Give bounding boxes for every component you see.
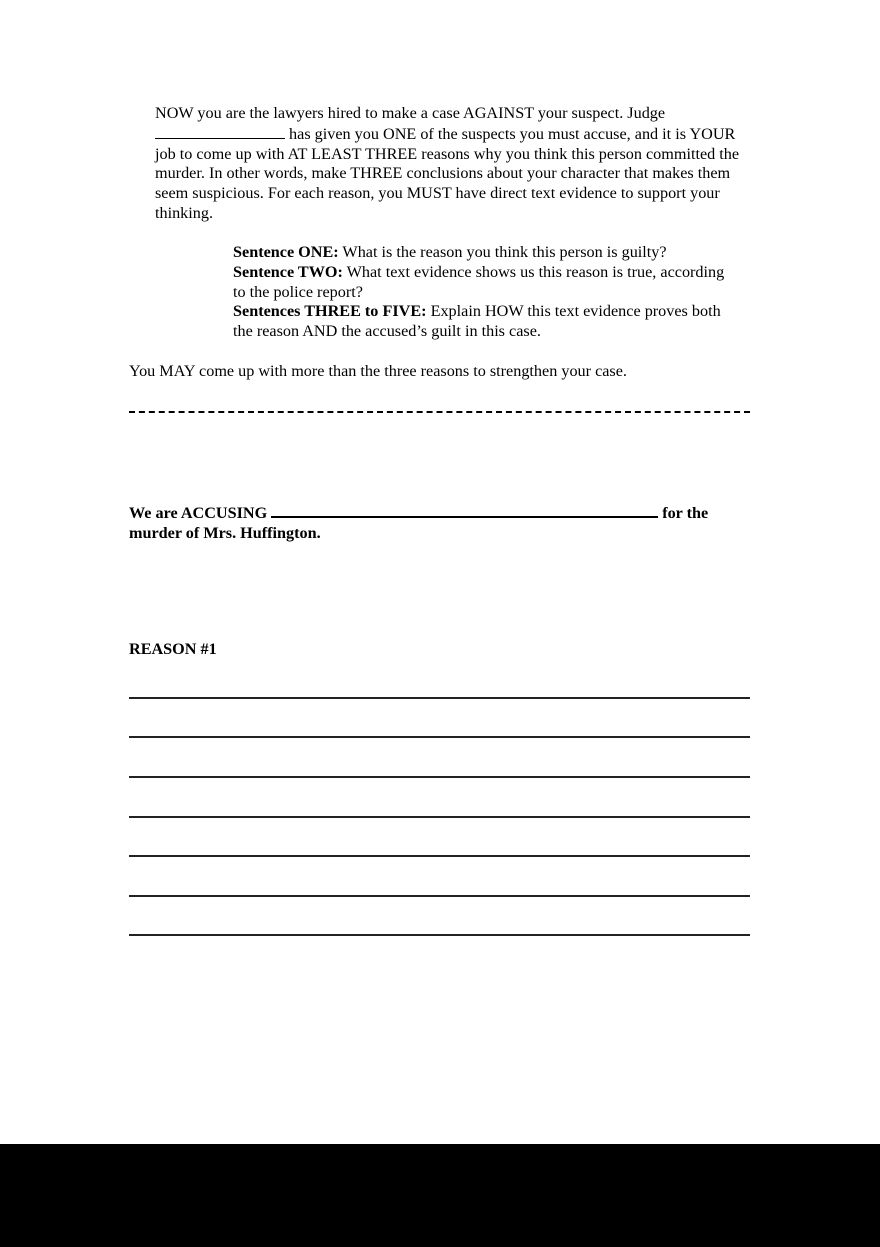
answer-line-4[interactable] (129, 816, 750, 818)
answer-line-1[interactable] (129, 697, 750, 699)
accusation-suffix: for the murder of Mrs. Huffington. (129, 504, 709, 542)
optional-reasons-note: You MAY come up with more than the three reasons to strengthen your case. (129, 362, 627, 380)
sentence-one-text: What is the reason you think this person is guilty? (338, 243, 667, 261)
instructions-paragraph (155, 104, 755, 224)
answer-line-6[interactable] (129, 895, 750, 897)
accused-name-blank[interactable] (271, 502, 658, 518)
accusation-prefix: We are ACCUSING (129, 504, 268, 522)
viewer-background (0, 1144, 880, 1247)
sentence-two-text: What text evidence shows us this reason is true, according to the police report? (233, 262, 725, 301)
accusation-statement (129, 502, 749, 544)
answer-line-7[interactable] (129, 934, 750, 936)
sentence-one (233, 243, 733, 263)
answer-line-2[interactable] (129, 736, 750, 738)
sentences-three-to-five-label: Sentences THREE to FIVE: (233, 302, 427, 321)
judge-name-blank[interactable] (155, 124, 285, 139)
answer-line-5[interactable] (129, 855, 750, 857)
sentence-two (233, 263, 733, 303)
instructions-part-1: NOW you are the lawyers hired to make a case AGAINST your suspect. Judge (155, 104, 666, 122)
sentences-three-to-five-text: Explain HOW this text evidence proves both the reason AND the accused’s guilt in this case. (233, 302, 721, 341)
sentences-three-to-five (233, 302, 733, 342)
sentence-guide (233, 243, 733, 342)
reason-heading: REASON #1 (129, 640, 217, 658)
answer-line-3[interactable] (129, 776, 750, 778)
instructions-part-2: has given you ONE of the suspects you must accuse, and it is YOUR job to come up with AT LEAST THREE reasons why you think this person committed the murder. In other words, make THREE conclusions about your character that makes them seem suspicious. For each reason, you MUST have direct text evidence to support your thinking. (155, 124, 740, 222)
dashed-divider (129, 411, 750, 413)
sentence-one-label: Sentence ONE: (233, 243, 339, 261)
sentence-two-label: Sentence TWO: (233, 262, 343, 281)
